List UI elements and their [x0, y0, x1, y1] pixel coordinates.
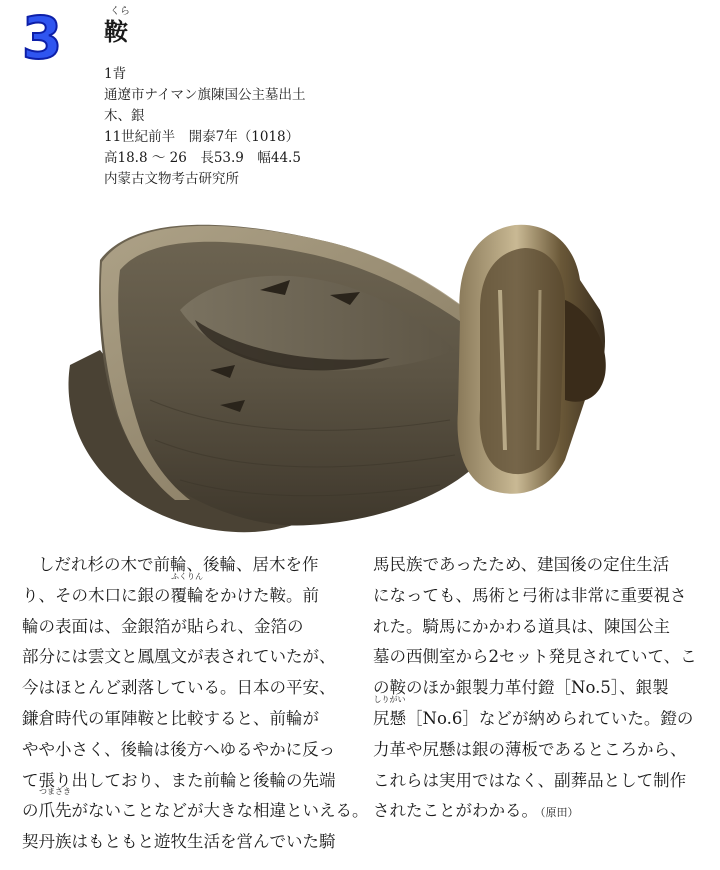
- text-run: をかけた鞍。前: [203, 585, 319, 605]
- ruby-base: 爪先: [38, 801, 72, 821]
- text-line: 鎌倉時代の軍陣鞍と比較すると、前輪が: [22, 708, 319, 728]
- ruby-word: [373, 694, 406, 735]
- meta-dimensions: 高18.8 ～ 26 長53.9 幅44.5: [104, 150, 301, 166]
- text-run: り、その木口に銀の: [22, 585, 171, 605]
- text-line: 馬民族であったため、建国後の定住生活: [373, 555, 670, 574]
- meta-count: 1背: [104, 66, 127, 82]
- ruby-reading: しりがい: [373, 694, 406, 704]
- text-line: 輪の表面は、金銀箔が貼られ、金箔の: [22, 616, 304, 636]
- meta-date: 11世紀前半 開泰7年（1018）: [104, 129, 300, 145]
- text-line: [373, 796, 713, 827]
- text-line: 部分には雲文と鳳凰文が表されていたが、: [22, 647, 336, 667]
- text-line: [22, 571, 352, 612]
- text-line: しだれ杉の木で前輪、後輪、居木を作: [38, 555, 319, 574]
- object-metadata: [104, 64, 306, 190]
- title-ruby: くら: [110, 6, 130, 17]
- author-credit: （原田）: [540, 806, 579, 820]
- text-line: 墓の西側室から2セット発見されていて、こ: [373, 647, 697, 667]
- text-line: [22, 787, 369, 827]
- text-run: の: [22, 801, 39, 821]
- text-line: 力革や尻懸は銀の薄板であるところから、: [373, 739, 687, 759]
- meta-provenance: 通遼市ナイマン旗陳国公主墓出土: [104, 87, 306, 103]
- ruby-reading: つまさき: [39, 787, 71, 797]
- text-line: 今はほとんど剥落している。日本の平安、: [22, 678, 336, 698]
- text-line: [373, 694, 713, 735]
- text-line: になっても、馬術と弓術は非常に重要視さ: [373, 585, 687, 605]
- ruby-word: [170, 571, 204, 612]
- text-run: がないことなどが大きな相違といえる。: [71, 801, 369, 821]
- text-line: れた。騎馬にかかわる道具は、陳国公主: [373, 616, 670, 636]
- page-title: 鞍: [104, 17, 128, 46]
- saddle-photo: [60, 200, 640, 540]
- text-run: されたことがわかる。: [373, 801, 538, 821]
- text-run: ［No.6］などが納められていた。鐙の: [406, 708, 694, 728]
- text-line: 契丹族はもともと遊牧生活を営んでいた騎: [22, 832, 336, 852]
- ruby-base: 覆輪: [170, 585, 204, 605]
- ruby-word: [38, 787, 72, 827]
- text-line: これらは実用ではなく、副葬品として制作: [373, 770, 687, 790]
- text-line: て張り出しており、また前輪と後輪の先端: [22, 770, 336, 790]
- ruby-base: 尻懸: [373, 708, 406, 728]
- meta-collection: 内蒙古文物考古研究所: [104, 171, 239, 187]
- text-line: やや小さく、後輪は後方へゆるやかに反っ: [22, 739, 336, 759]
- body-text-right: [373, 550, 713, 827]
- catalog-number-badge: 3: [21, 4, 63, 72]
- text-line: の鞍のほか銀製力革付鐙［No.5］、銀製: [373, 678, 669, 698]
- body-text-left: [22, 550, 369, 858]
- ruby-reading: ふくりん: [171, 571, 203, 581]
- meta-material: 木、銀: [104, 108, 145, 124]
